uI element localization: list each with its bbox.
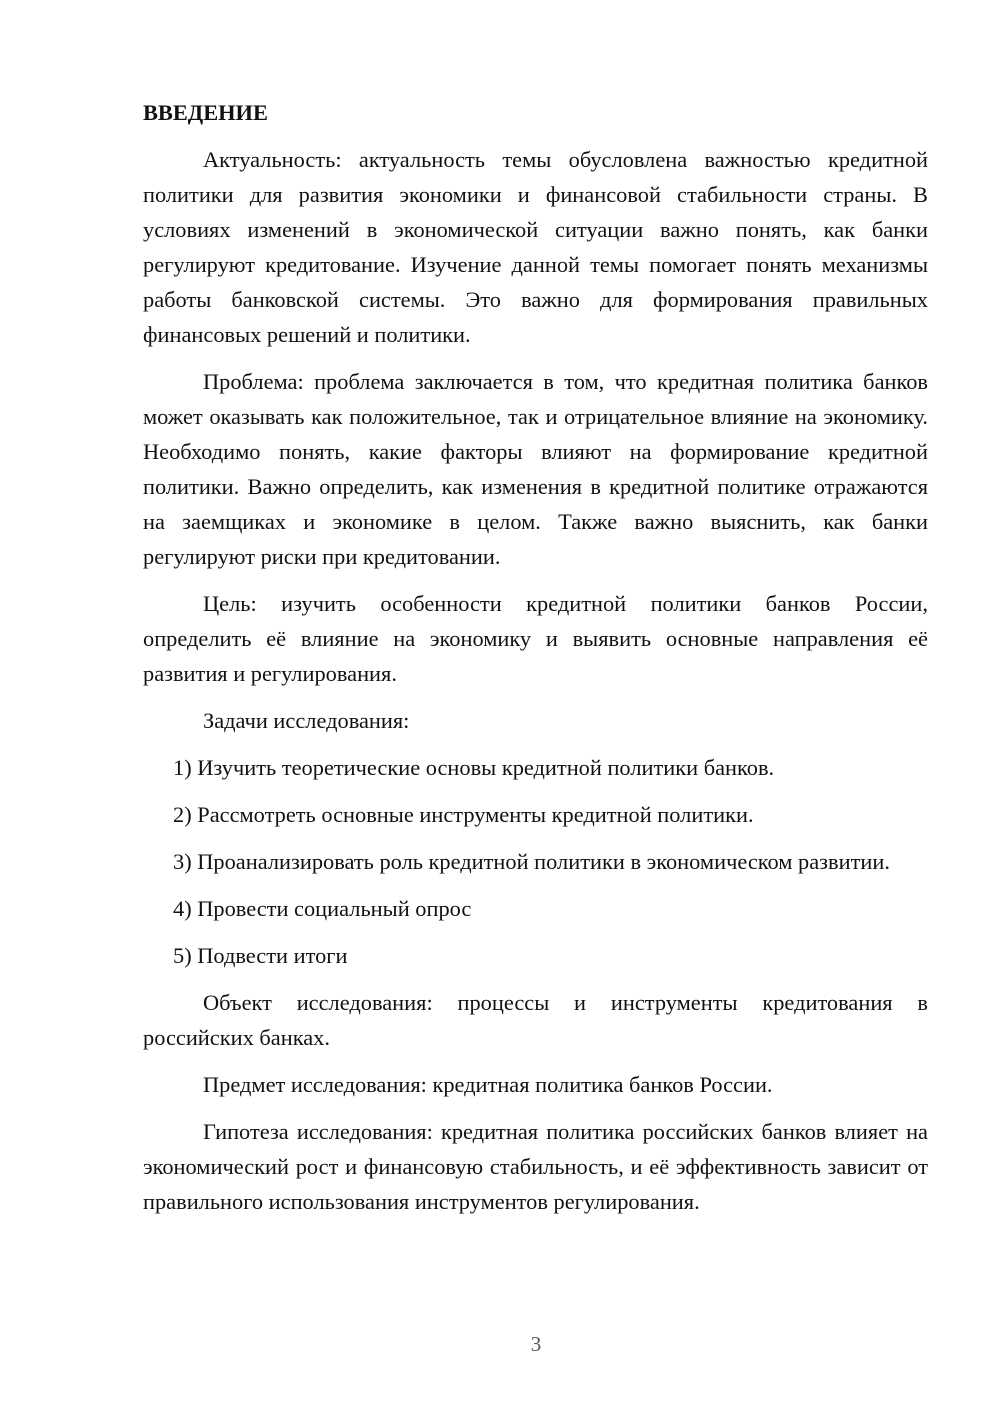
paragraph-goal: Цель: изучить особенности кредитной политики банков России, определить её влияние на экономику и выявить основные направления её развития и регулирования. [143, 591, 928, 686]
document-body [143, 95, 928, 1231]
paragraph-hypothesis: Гипотеза исследования: кредитная политика российских банков влияет на экономический рост и финансовую стабильность, и её эффективность зависит от правильного использования инструментов регулирования. [143, 1119, 928, 1214]
paragraph-subject: Предмет исследования: кредитная политика банков России. [203, 1072, 773, 1097]
page-number: 3 [530, 1332, 542, 1356]
paragraph-relevance: Актуальность: актуальность темы обусловлена важностью кредитной политики для развития экономики и финансовой стабильности страны. В условиях изменений в экономической ситуации важно понять, как банки регулируют кредитование. Изучение данной темы помогает понять механизмы работы банковской системы. Это важно для формирования правильных финансовых решений и политики. [143, 147, 928, 347]
paragraph-problem: Проблема: проблема заключается в том, что кредитная политика банков может оказывать как положительное, так и отрицательное влияние на экономику. Необходимо понять, какие факторы влияют на формирование кредитной политики. Важно определить, как изменения в кредитной политике отражаются на заемщиках и экономике в целом. Также важно выяснить, как банки регулируют риски при кредитовании. [143, 369, 928, 569]
list-item: 5) Подвести итоги [173, 943, 348, 968]
paragraph-tasks-heading: Задачи исследования: [203, 708, 410, 733]
list-item: 3) Проанализировать роль кредитной политики в экономическом развитии. [173, 849, 890, 874]
section-title: ВВЕДЕНИЕ [143, 100, 268, 125]
list-item: 1) Изучить теоретические основы кредитной политики банков. [173, 755, 775, 780]
list-item: 4) Провести социальный опрос [173, 896, 472, 921]
paragraph-object: Объект исследования: процессы и инструменты кредитования в российских банках. [143, 990, 928, 1050]
tasks-list [143, 750, 928, 973]
list-item: 2) Рассмотреть основные инструменты кредитной политики. [173, 802, 754, 827]
